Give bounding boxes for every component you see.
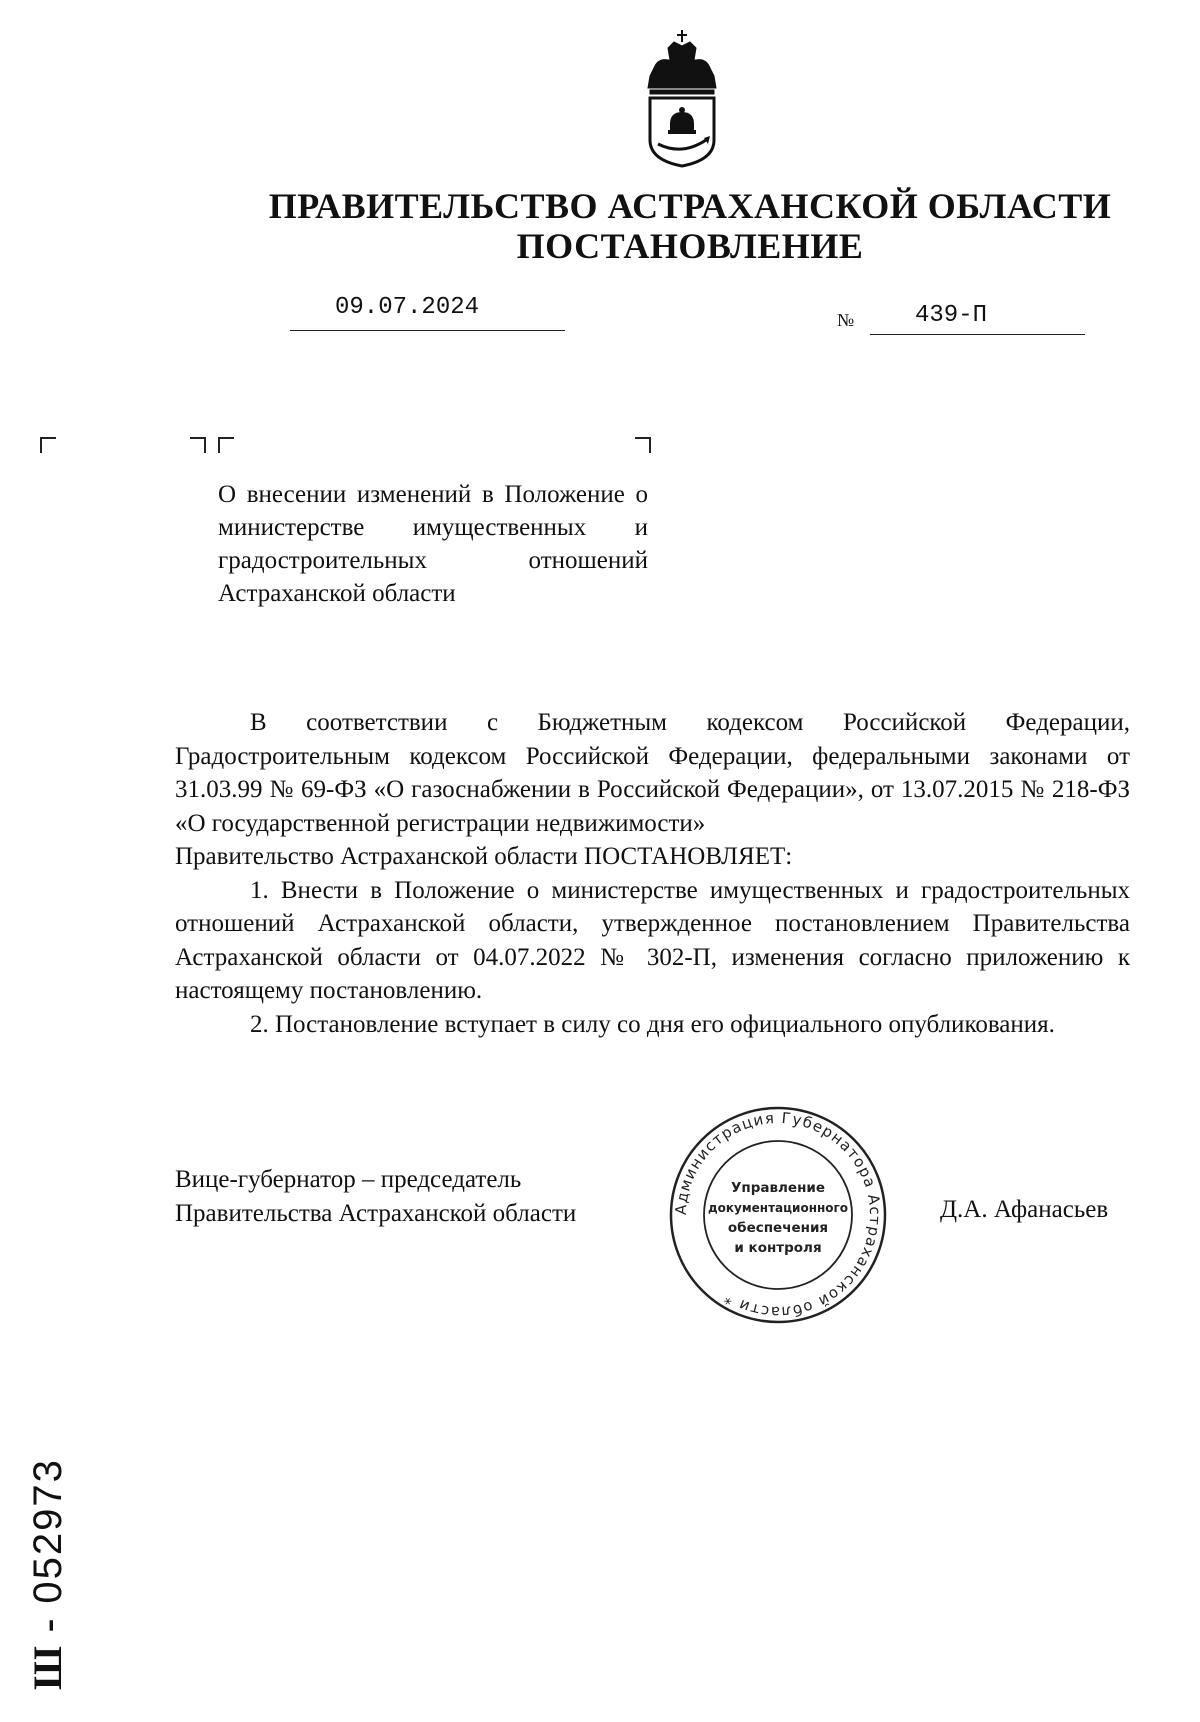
government-title: ПРАВИТЕЛЬСТВО АСТРАХАНСКОЙ ОБЛАСТИ [268,186,1112,226]
subject-corner-mark [218,437,234,453]
side-code-number: 052973 [26,1458,70,1604]
seal-ring-text: Администрация Губернатора Астраханской области * [671,1108,885,1322]
official-seal-stamp [668,1105,888,1325]
subject-corner-mark [635,437,651,453]
document-number: 439-П [915,302,988,329]
date-underline [290,330,565,331]
document-date: 09.07.2024 [335,294,480,321]
address-corner-mark [40,437,56,453]
side-code-prefix: Ш - [25,1616,70,1690]
document-type-title: ПОСТАНОВЛЕНИЕ [516,226,864,266]
seal-center-line: обеспечения [727,1220,829,1236]
seal-center-line: Управление [730,1180,826,1196]
decree-paragraph: Правительство Астраханской области ПОСТАНОВЛЯЕТ: [175,843,793,870]
signer-position [175,1163,576,1230]
number-underline [870,334,1085,335]
document-subject: О внесении изменений в Положение о министерстве имущественных и градостроительных отношений Астраханской области [218,481,648,607]
address-corner-mark [190,437,206,453]
signer-name: Д.А. Афанасьев [940,1196,1109,1223]
preamble-paragraph: В соответствии с Бюджетным кодексом Российской Федерации, Градостроительным кодексом Российской Федерации, федеральными законами от 31.03.99 № 69-ФЗ «О газоснабжении в Российской Федерации», от 13.07.2015 № 218-ФЗ «О государственной регистрации недвижимости» [175,709,1130,837]
number-sign: № [837,310,855,330]
signer-position-line: Вице-губернатор – председатель [175,1166,522,1193]
seal-center-line: документационного [707,1201,849,1215]
item-1-paragraph: 1. Внести в Положение о министерстве имущественных и градостроительных отношений Астраханской области, утвержденное постановлением Правительства Астраханской области от 04.07.2022 № 302-П, изменения согласно приложению к настоящему постановлению. [175,876,1130,1004]
seal-center-line: и контроля [734,1240,822,1256]
side-serial-code [24,1458,71,1690]
item-2-paragraph: 2. Постановление вступает в силу со дня его официального опубликования. [250,1010,1055,1038]
coat-of-arms-emblem [644,28,720,168]
signer-position-line: Правительства Астраханской области [175,1199,577,1227]
document-body [175,706,1130,1041]
